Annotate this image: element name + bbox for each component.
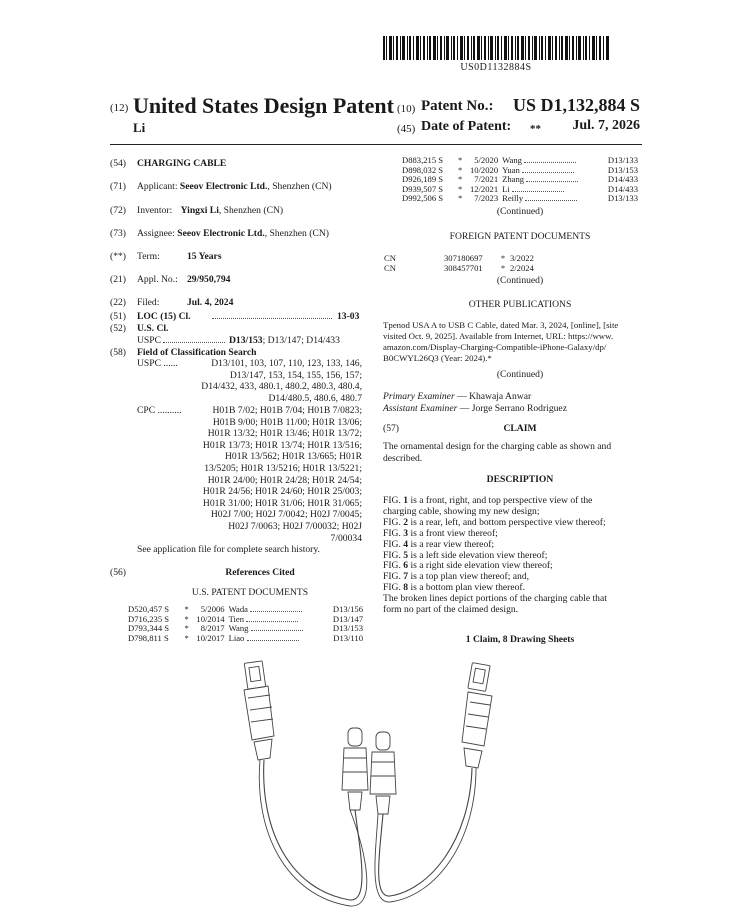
barcode-graphic — [383, 36, 609, 60]
cable-left-inner — [259, 760, 367, 906]
date-marker: ** — [530, 123, 541, 135]
leader-dots — [212, 318, 332, 319]
description-line: The broken lines depict portions of the charging cable that — [383, 593, 607, 605]
doc-number: D898,032 S — [402, 164, 444, 175]
patent-title: United States Design Patent — [133, 93, 394, 118]
doc-class: D13/153 — [332, 623, 363, 634]
doc-country: CN — [384, 262, 396, 273]
assistant-examiner — [383, 403, 567, 415]
publication-line: amazon.com/Display-Charging-Compatible-iPhone-Galaxy/dp/ — [383, 342, 607, 352]
patent-no-label: Patent No.: — [421, 98, 494, 114]
doc-date: 7/2023 — [474, 193, 499, 204]
other-publication-entry — [383, 320, 641, 364]
description-line: FIG. 5 is a left side elevation view thereof; — [383, 549, 548, 561]
filed-date: Jul. 4, 2024 — [187, 297, 234, 308]
cpc-search-line: H01R 24/00; H01R 24/28; H01R 24/54; — [207, 474, 362, 486]
uspc-secondary: ; D13/147; D14/433 — [262, 335, 340, 346]
doc-class: D13/133 — [607, 193, 638, 204]
doc-class: D13/156 — [332, 604, 363, 614]
references-title: References Cited — [225, 567, 295, 578]
doc-number: D798,811 S — [128, 632, 169, 643]
doc-name: Wada — [225, 605, 325, 615]
doc-name: Wang — [225, 624, 325, 634]
cpc-search-line: H01B 7/02; H01B 7/04; H01B 7/0823; — [212, 405, 362, 416]
doc-class: D14/433 — [607, 183, 638, 194]
cpc-search-line: H02J 7/00; H02J 7/0042; H02J 7/0045; — [210, 509, 362, 521]
field-code: (71) — [110, 181, 126, 192]
assignee-location: , Shenzhen (CN) — [264, 228, 329, 239]
field-code: (54) — [110, 158, 126, 169]
field-code: (72) — [110, 205, 126, 216]
cpc-search-line: H01R 13/562; H01R 13/665; H01R — [225, 451, 362, 463]
term-value: 15 Years — [187, 251, 222, 262]
doc-star: * — [457, 183, 463, 194]
field-code: (52) — [110, 323, 126, 334]
doc-star: * — [184, 604, 189, 614]
table-row — [402, 194, 638, 204]
other-publications-heading: OTHER PUBLICATIONS — [468, 299, 572, 310]
us-docs-table-left — [128, 605, 363, 643]
doc-star: * — [457, 193, 463, 204]
description-title: DESCRIPTION — [486, 474, 554, 485]
doc-number: D520,457 S — [128, 604, 170, 614]
doc-name: Liao — [225, 634, 325, 644]
doc-star: * — [500, 262, 506, 273]
leader-dots — [163, 342, 225, 343]
assistant-examiner-name: — Jorge Serrano Rodriguez — [457, 403, 567, 414]
uspc-primary: D13/153 — [229, 335, 263, 346]
field-code: (22) — [110, 297, 126, 308]
cpc-search-line: H01R 31/00; H01R 31/06; H01R 31/065; — [202, 497, 362, 509]
patent-number: US D1,132,884 S — [512, 95, 640, 115]
doc-number: D883,215 S — [402, 155, 444, 165]
field-label: Appl. No.: — [137, 274, 178, 285]
primary-examiner — [383, 391, 531, 403]
doc-star: * — [457, 164, 463, 175]
uspc-value — [229, 335, 340, 347]
doc-date: 2/2024 — [510, 262, 534, 273]
doc-number: D926,189 S — [402, 174, 444, 185]
kind-code-12: (12) — [110, 102, 129, 114]
applicant-name: Seeov Electronic Ltd. — [179, 181, 268, 192]
cpc-search-line: H01R 13/73; H01R 13/74; H01R 13/516; — [202, 439, 362, 451]
primary-examiner-label: Primary Examiner — [383, 391, 455, 402]
design-title: CHARGING CABLE — [137, 158, 227, 169]
description-line: FIG. 8 is a bottom plan view thereof. — [383, 582, 526, 594]
field-code: (56) — [110, 567, 126, 578]
claim-code: (57) — [383, 423, 399, 434]
description-line: FIG. 3 is a front view thereof; — [383, 527, 498, 539]
field-code: (21) — [110, 274, 126, 285]
doc-star: * — [500, 253, 506, 263]
doc-name: Yuan — [498, 166, 600, 176]
doc-date: 10/2017 — [196, 632, 225, 643]
uspc-label: USPC — [137, 335, 161, 346]
doc-name: Tien — [225, 615, 325, 625]
doc-date: 3/2022 — [510, 253, 534, 263]
field-row — [137, 181, 332, 193]
doc-number: D939,507 S — [402, 183, 444, 194]
foreign-docs-heading: FOREIGN PATENT DOCUMENTS — [449, 231, 591, 242]
doc-class: D13/110 — [333, 632, 363, 643]
us-docs-table-right — [402, 156, 638, 204]
publication-line: B0CWYL26Q3 (Year: 2024).* — [383, 353, 492, 363]
claim-line: described. — [383, 452, 423, 464]
cpc-search-line: 7/00034 — [330, 532, 362, 544]
applicant-location: , Shenzhen (CN) — [267, 181, 332, 192]
description-line: FIG. 7 is a top plan view thereof; and, — [383, 571, 530, 583]
description-line: form no part of the claimed design. — [383, 604, 519, 616]
cpc-search-label: CPC .......... — [137, 405, 182, 416]
field-label: Assignee: — [137, 228, 175, 239]
field-row — [137, 228, 329, 240]
barcode — [383, 36, 609, 60]
field-code: (**) — [110, 251, 126, 262]
see-application-note: See application file for complete search history. — [137, 544, 320, 555]
doc-date: 5/2020 — [474, 155, 499, 165]
uspc-search-line: D13/147, 153, 154, 155, 156, 157; — [229, 369, 362, 381]
cable-left — [264, 760, 362, 900]
doc-name: Li — [498, 185, 600, 195]
cable-right — [379, 768, 472, 896]
cpc-search-line: H01R 13/32; H01R 13/46; H01R 13/72; — [207, 428, 362, 440]
left-usbc-plug — [342, 728, 368, 810]
continued-note: (Continued) — [496, 369, 544, 380]
doc-date: 5/2006 — [200, 604, 225, 614]
cpc-search-list — [180, 405, 362, 544]
inventor-location: , Shenzhen (CN) — [218, 205, 284, 216]
cable-right-inner — [375, 768, 476, 902]
cpc-search-line: H01B 9/00; H01B 11/00; H01R 13/06; — [212, 416, 362, 428]
doc-star: * — [457, 155, 463, 165]
table-row — [128, 634, 363, 644]
field-label: Applicant: — [137, 181, 178, 192]
doc-number: D793,344 S — [128, 623, 170, 634]
field-code: (51) — [110, 311, 126, 322]
cpc-search-line: H01R 24/56; H01R 24/60; H01R 25/003; — [202, 486, 362, 498]
field-58-title: Field of Classification Search — [137, 347, 257, 358]
doc-class: D14/433 — [607, 174, 638, 185]
description-line: FIG. 6 is a right side elevation view thereof; — [383, 560, 553, 572]
kind-code-45: (45) — [397, 123, 416, 135]
field-label: Term: — [137, 251, 160, 262]
doc-date: 7/2021 — [474, 174, 499, 185]
field-row — [137, 205, 283, 217]
continued-note: (Continued) — [496, 206, 544, 217]
field-label: U.S. Cl. — [137, 323, 169, 334]
field-code: (73) — [110, 228, 126, 239]
claim-line: The ornamental design for the charging cable as shown and — [383, 441, 612, 452]
doc-number: 307180697 — [444, 253, 483, 263]
field-label: Inventor: — [137, 205, 173, 216]
doc-date: 10/2020 — [469, 164, 499, 175]
doc-number: 308457701 — [444, 262, 483, 273]
barcode-text: US0D1132884S — [460, 62, 532, 73]
doc-date: 10/2014 — [196, 613, 225, 624]
right-usb-plug — [462, 663, 492, 768]
description-line: FIG. 2 is a rear, left, and bottom perspective view thereof; — [383, 516, 606, 528]
doc-date: 8/2017 — [200, 623, 225, 634]
publication-line: Tpenod USA A to USB C Cable, dated Mar. 3, 2024, [online], [site — [383, 320, 619, 330]
doc-class: D13/153 — [607, 164, 638, 175]
header-rule — [110, 144, 642, 145]
uspc-search-line: D13/101, 103, 107, 110, 123, 133, 146, — [211, 358, 362, 369]
cpc-search-line: H02J 7/0063; H02J 7/00032; H02J — [228, 520, 362, 532]
doc-number: D716,235 S — [128, 613, 170, 624]
foreign-docs-table — [384, 254, 534, 273]
uspc-search-line: D14/480.5, 480.6, 480.7 — [268, 392, 362, 404]
doc-name: Zhang — [498, 175, 600, 185]
uspc-search-list — [180, 358, 362, 404]
doc-star: * — [184, 613, 189, 624]
claim-text — [383, 441, 641, 464]
field-label: LOC (15) Cl. — [137, 311, 191, 322]
left-usb-plug — [244, 661, 274, 760]
doc-number: D992,506 S — [402, 193, 444, 204]
description-text — [383, 496, 641, 616]
field-code: (58) — [110, 347, 126, 358]
description-line: charging cable, showing my new design; — [383, 505, 540, 517]
patent-date: Jul. 7, 2026 — [572, 118, 640, 133]
table-row — [384, 264, 534, 274]
doc-class: D13/133 — [607, 155, 638, 165]
doc-date: 12/2021 — [469, 183, 499, 194]
doc-star: * — [184, 623, 189, 634]
doc-country: CN — [384, 253, 396, 263]
inventor-short: Li — [133, 120, 146, 135]
doc-star: * — [184, 632, 189, 643]
field-label: Filed: — [137, 297, 160, 308]
cpc-search-line: 13/5205; H01R 13/5216; H01R 13/5221; — [204, 462, 362, 474]
primary-examiner-name: — Khawaja Anwar — [454, 391, 532, 402]
inventor-name: Yingxi Li — [180, 205, 219, 216]
kind-code-10: (10) — [397, 103, 416, 115]
uspc-search-line: D14/432, 433, 480.1, 480.2, 480.3, 480.4, — [201, 381, 362, 393]
charging-cable-drawing — [200, 650, 560, 910]
us-docs-heading: U.S. PATENT DOCUMENTS — [191, 587, 309, 598]
doc-class: D13/147 — [332, 613, 363, 624]
appl-no: 29/950,794 — [187, 274, 231, 285]
claim-title: CLAIM — [503, 423, 537, 434]
doc-name: Reilly — [498, 194, 600, 204]
loc-class: 13-03 — [337, 311, 360, 322]
claims-summary: 1 Claim, 8 Drawing Sheets — [465, 634, 575, 645]
doc-name: Wang — [498, 156, 600, 166]
continued-note: (Continued) — [496, 275, 544, 286]
description-line: FIG. 4 is a rear view thereof; — [383, 538, 495, 550]
description-line: FIG. 1 is a front, right, and top perspective view of the — [383, 495, 593, 506]
assignee-name: Seeov Electronic Ltd. — [177, 228, 265, 239]
doc-star: * — [457, 174, 463, 185]
uspc-search-label: USPC ...... — [137, 358, 178, 369]
assistant-examiner-label: Assistant Examiner — [383, 403, 458, 414]
date-label: Date of Patent: — [421, 119, 512, 134]
right-usbc-plug — [370, 732, 396, 814]
publication-line: visited Oct. 9, 2025]. Available from Internet, URL: https://www. — [383, 331, 614, 341]
